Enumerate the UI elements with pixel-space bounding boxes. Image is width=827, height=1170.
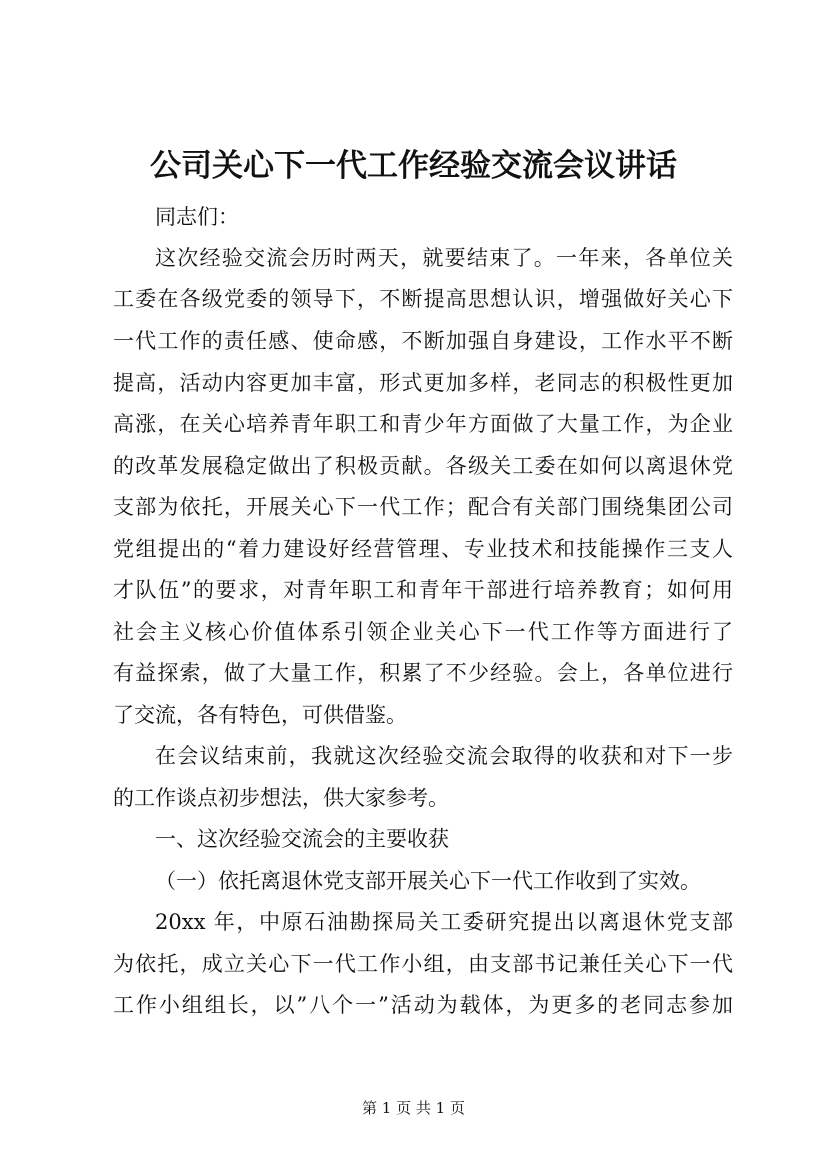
page-number: 第 1 页 共 1 页 (362, 1099, 465, 1117)
paragraph-line: 在会议结束前，我就这次经验交流会取得的收获和对下一步 (155, 744, 733, 768)
paragraph-line: 社会主义核心价值体系引领企业关心下一代工作等方面进行了 (113, 620, 733, 644)
paragraph-line: 了交流，各有特色，可供借鉴。 (113, 703, 407, 727)
paragraph-line: 高涨，在关心培养青年职工和青少年方面做了大量工作，为企业 (113, 412, 733, 436)
paragraph-line: 的改革发展稳定做出了积极贡献。各级关工委在如何以离退休党 (113, 454, 733, 478)
paragraph-line: 工委在各级党委的领导下，不断提高思想认识，增强做好关心下 (113, 287, 733, 311)
paragraph-line: 支部为依托，开展关心下一代工作；配合有关部门围绕集团公司 (113, 495, 733, 519)
paragraph-line: 20xx 年，中原石油勘探局关工委研究提出以离退休党支部 (155, 910, 733, 934)
paragraph-line: 有益探索，做了大量工作，积累了不少经验。会上，各单位进行 (113, 661, 733, 685)
paragraph-line: 提高，活动内容更加丰富，形式更加多样，老同志的积极性更加 (113, 371, 733, 395)
section-heading: 一、这次经验交流会的主要收获 (155, 827, 449, 851)
paragraph-line: 的工作谈点初步想法，供大家参考。 (113, 786, 449, 810)
subsection-heading: （一）依托离退休党支部开展关心下一代工作收到了实效。 (155, 869, 701, 893)
document-title: 公司关心下一代工作经验交流会议讲话 (150, 148, 677, 184)
paragraph-line: 党组提出的“着力建设好经营管理、专业技术和技能操作三支人 (113, 537, 733, 561)
paragraph-line: 为依托，成立关心下一代工作小组，由支部书记兼任关心下一代 (113, 952, 733, 976)
salutation: 同志们： (155, 205, 239, 229)
paragraph-line: 这次经验交流会历时两天，就要结束了。一年来，各单位关 (155, 246, 733, 270)
paragraph-line: 一代工作的责任感、使命感，不断加强自身建设，工作水平不断 (113, 329, 733, 353)
paragraph-line: 工作小组组长，以”八个一”活动为载体，为更多的老同志参加 (113, 993, 733, 1017)
paragraph-line: 才队伍”的要求，对青年职工和青年干部进行培养教育；如何用 (113, 578, 733, 602)
